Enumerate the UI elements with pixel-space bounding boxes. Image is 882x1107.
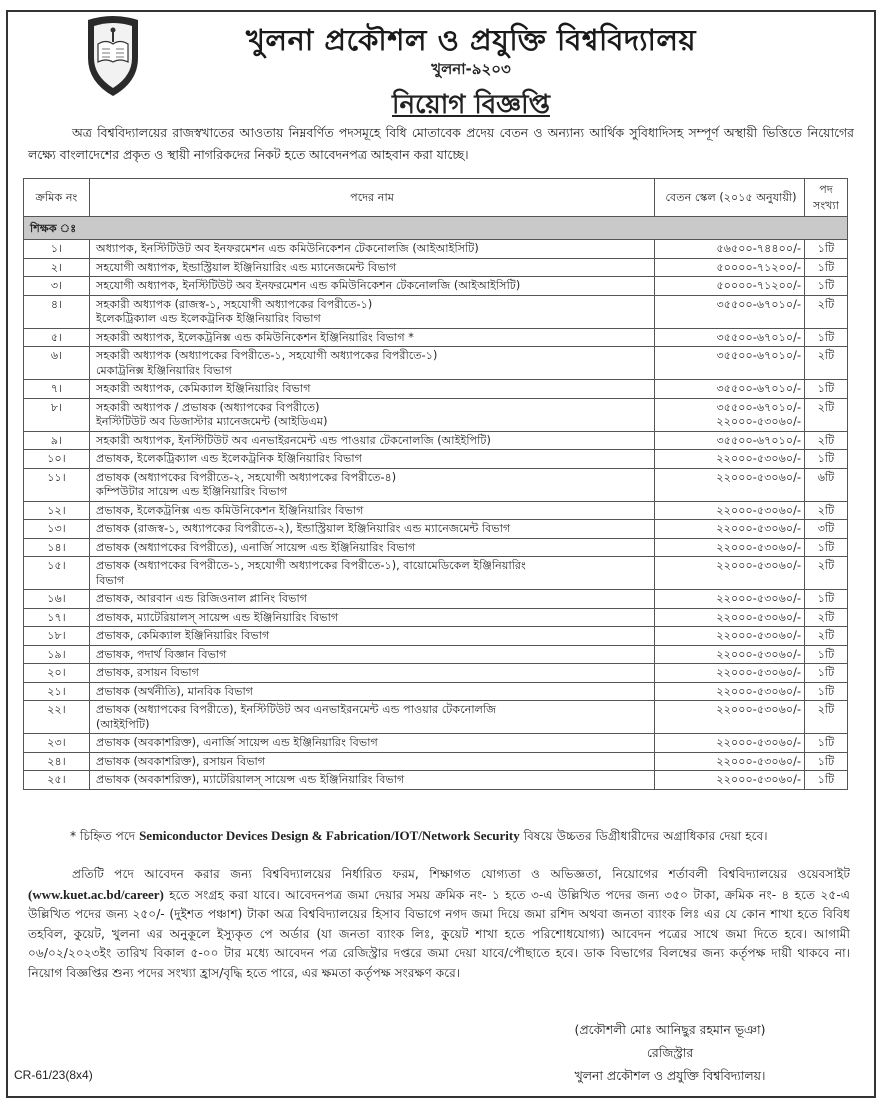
cell-post-count-line: ২টি bbox=[817, 349, 835, 362]
cell-post-count bbox=[805, 398, 848, 431]
cell-post-count bbox=[805, 380, 848, 399]
cell-post-count bbox=[805, 431, 848, 450]
cell-post-name-line: সহকারী অধ্যাপক (অধ্যাপকের বিপরীতে-১, সহযোগী অধ্যাপকের বিপরীতে-১) bbox=[96, 349, 438, 362]
cell-pay-scale-line: ৫০০০০-৭১২০০/- bbox=[716, 279, 801, 292]
cell-post-name-line: সহকারী অধ্যাপক, ইলেকট্রনিক্স এন্ড কমিউনিকেশন ইঞ্জিনিয়ারিং বিভাগ * bbox=[96, 330, 414, 344]
cell-post-count bbox=[805, 258, 848, 277]
cell-post-name-line: প্রভাষক (অবকাশরিক্ত), রসায়ন বিভাগ bbox=[96, 754, 266, 768]
cell-serial bbox=[24, 734, 90, 753]
cell-post-count-line: ২টি bbox=[817, 610, 835, 624]
cell-post-name-line: প্রভাষক (অবকাশরিক্ত), এনার্জি সায়েন্স এন্ড ইঞ্জিনিয়ারিং বিভাগ bbox=[96, 736, 378, 749]
cell-post-name bbox=[90, 240, 655, 259]
cell-post-count-line: ১টি bbox=[817, 647, 835, 661]
table-row bbox=[24, 682, 848, 701]
cell-post-name bbox=[90, 538, 655, 557]
cell-post-name-line: প্রভাষক (অবকাশরিক্ত), ম্যাটেরিয়ালস্ সায়েন্স এন্ড ইঞ্জিনিয়ারিং বিভাগ bbox=[96, 773, 405, 786]
cell-post-count bbox=[805, 468, 848, 501]
cell-serial-line: ১৪। bbox=[47, 540, 66, 554]
cell-pay-scale bbox=[655, 468, 805, 501]
cell-serial bbox=[24, 664, 90, 683]
cell-pay-scale-line: ২২০০০-৫৩০৬০/- bbox=[716, 703, 801, 716]
cell-post-count bbox=[805, 450, 848, 469]
table-row bbox=[24, 664, 848, 683]
table-row bbox=[24, 328, 848, 347]
cell-post-name bbox=[90, 328, 655, 347]
cell-post-count-line: ১টি bbox=[817, 382, 835, 395]
cell-post-name-line: প্রভাষক, কেমিক্যাল ইঞ্জিনিয়ারিং বিভাগ bbox=[96, 629, 270, 642]
cell-pay-scale bbox=[655, 627, 805, 646]
footnote-suffix: বিষয়ে উচ্চতর ডিগ্রীধারীদের অগ্রাধিকার দেয়া হবে। bbox=[519, 829, 768, 843]
cell-pay-scale-line: ২২০০০-৫৩০৬০/- bbox=[716, 773, 801, 786]
cell-post-name bbox=[90, 608, 655, 627]
cell-pay-scale bbox=[655, 520, 805, 539]
cell-serial-line: ২৩। bbox=[47, 736, 66, 749]
cell-serial bbox=[24, 398, 90, 431]
cell-pay-scale-line: ৫০০০০-৭১২০০/- bbox=[716, 260, 801, 274]
table-header-row bbox=[24, 179, 848, 217]
cell-post-count bbox=[805, 701, 848, 734]
cell-post-count bbox=[805, 501, 848, 520]
cell-serial-line: ১৮। bbox=[47, 629, 66, 642]
cell-serial-line: ৭। bbox=[50, 382, 63, 395]
cell-post-name-line: সহযোগী অধ্যাপক, ইন্ডাস্ট্রিয়াল ইঞ্জিনিয়ারিং এন্ড ম্যানেজমেন্ট বিভাগ bbox=[96, 260, 397, 274]
cell-post-name bbox=[90, 627, 655, 646]
cell-post-name-line: প্রভাষক, পদার্থ বিজ্ঞান বিভাগ bbox=[96, 647, 227, 661]
cell-pay-scale bbox=[655, 347, 805, 380]
header-post-count: পদ সংখ্যা bbox=[805, 179, 848, 217]
cell-post-count-line: ২টি bbox=[817, 629, 835, 642]
cell-post-count-line: ১টি bbox=[817, 666, 835, 679]
cell-post-name bbox=[90, 590, 655, 609]
cell-post-count-line: ১টি bbox=[817, 736, 835, 749]
cell-serial bbox=[24, 380, 90, 399]
cell-serial-line: ১২। bbox=[47, 503, 66, 517]
table-row bbox=[24, 752, 848, 771]
cell-post-name-line: কম্পিউটার সায়েন্স এন্ড ইঞ্জিনিয়ারিং বিভাগ bbox=[96, 485, 288, 498]
cell-pay-scale bbox=[655, 590, 805, 609]
cell-post-count bbox=[805, 295, 848, 328]
header-pay-scale: বেতন স্কেল (২০১৫ অনুযায়ী) bbox=[655, 179, 805, 217]
cell-pay-scale-line: ২২০০০-৫৩০৬০/- bbox=[716, 754, 801, 768]
table-row bbox=[24, 380, 848, 399]
cell-post-count-line: ১টি bbox=[817, 452, 835, 465]
cell-post-name bbox=[90, 701, 655, 734]
cell-post-count bbox=[805, 590, 848, 609]
cell-pay-scale-line: ২২০০০-৫৩০৬০/- bbox=[716, 415, 801, 428]
cell-pay-scale-line: ৫৬৫০০-৭৪৪০০/- bbox=[716, 242, 801, 255]
table-row bbox=[24, 258, 848, 277]
cell-serial-line: ১৯। bbox=[47, 647, 66, 661]
cell-post-name-line: প্রভাষক (অধ্যাপকের বিপরীতে-১, সহযোগী অধ্যাপকের বিপরীতে-১), বায়োমেডিকেল ইঞ্জিনিয়ারিং bbox=[96, 559, 526, 572]
cell-pay-scale-line: ২২০০০-৫৩০৬০/- bbox=[716, 736, 801, 749]
cell-serial-line: ১। bbox=[50, 242, 63, 255]
cell-pay-scale bbox=[655, 450, 805, 469]
instructions-part2: হতে সংগ্রহ করা যাবে। আবেদনপত্র জমা দেয়ার সময় ক্রমিক নং- ১ হতে ৩-এ উল্লিখিত পদের জন্য ৩৫০ টাকা, ক্রমিক নং- ৪ হতে ২৫-এ উল্লিখিত পদের জন্য ২৫০/- (দুইশত পঞ্চাশ) টাকা অত্র বিশ্ববিদ্যালয়ের হিসাব বিভাগে নগদ জমা দিয়ে জমা রশিদ অথবা জনতা ব্যাংক লিঃ এর যে কোন শাখা হতে বিবিধ তহবিল, কুয়েট, খুলনা এর অনুকূলে ইস্যুকৃত পে অর্ডার (যা জনতা ব্যাংক লিঃ, কুয়েট শাখা হতে পরিশোধযোগ্য) আবেদন পত্রের সাথে জমা দিতে হবে। আগামী ০৬/০২/২০২৩ইং তারিখ বিকাল ৫-০০ টার মধ্যে আবেদন পত্র রেজিস্ট্রার দপ্তরে জমা দেয়া যাবে/পৌছাতে হবে। ডাক বিভাগের বিলম্বের জন্য কর্তৃপক্ষ দায়ী থাকবে না। নিয়োগ বিজ্ঞপ্তির শুন্য পদের সংখ্যা হ্রাস/বৃদ্ধি হতে পারে, এর ক্ষমতা কর্তৃপক্ষ সংরক্ষণ করে। bbox=[28, 887, 850, 980]
cell-post-count-line: ২টি bbox=[817, 703, 835, 716]
application-instructions bbox=[28, 865, 850, 984]
cell-pay-scale bbox=[655, 398, 805, 431]
cell-post-count-line: ২টি bbox=[817, 433, 835, 447]
cell-pay-scale-line: ৩৫৫০০-৬৭০১০/- bbox=[716, 330, 801, 344]
cell-post-count-line: ১টি bbox=[817, 330, 835, 344]
cell-post-count bbox=[805, 328, 848, 347]
cell-post-count-line: ৩টি bbox=[817, 522, 835, 535]
cell-post-name bbox=[90, 664, 655, 683]
table-row bbox=[24, 557, 848, 590]
cell-serial bbox=[24, 328, 90, 347]
cell-post-count-line: ২টি bbox=[817, 503, 835, 517]
cell-post-count-line: ১টি bbox=[817, 260, 835, 274]
cell-post-name-line: বিভাগ bbox=[96, 573, 125, 587]
cell-pay-scale-line: ২২০০০-৫৩০৬০/- bbox=[716, 684, 801, 698]
intro-paragraph: অত্র বিশ্ববিদ্যালয়ের রাজস্বখাতের আওতায় নিম্নবর্ণিত পদসমূহে বিধি মোতাবেক প্রদেয় বেতন ও অন্যান্য আর্থিক সুবিধাদিসহ সম্পূর্ণ অস্থায়ী ভিত্তিতে নিয়োগের লক্ষ্যে বাংলাদেশের প্রকৃত ও স্থায়ী নাগরিকদের নিকট হতে আবেদনপত্র আহবান করা যাচ্ছে। bbox=[28, 125, 854, 162]
cell-serial bbox=[24, 752, 90, 771]
table-row bbox=[24, 431, 848, 450]
table-row bbox=[24, 520, 848, 539]
cell-serial bbox=[24, 538, 90, 557]
cell-post-count bbox=[805, 240, 848, 259]
cell-post-count bbox=[805, 734, 848, 753]
cell-pay-scale bbox=[655, 501, 805, 520]
cell-post-name bbox=[90, 557, 655, 590]
cell-post-count bbox=[805, 645, 848, 664]
cell-post-name-line: সহকারী অধ্যাপক / প্রভাষক (অধ্যাপকের বিপরীতে) bbox=[96, 400, 320, 414]
cell-serial-line: ৮। bbox=[50, 400, 63, 414]
cell-serial-line: ১৫। bbox=[47, 559, 66, 572]
signature-block bbox=[480, 1018, 860, 1087]
cell-post-name bbox=[90, 450, 655, 469]
cell-serial bbox=[24, 557, 90, 590]
cell-post-name bbox=[90, 734, 655, 753]
cell-post-count bbox=[805, 664, 848, 683]
signatory-institution: খুলনা প্রকৌশল ও প্রযুক্তি বিশ্ববিদ্যালয়। bbox=[574, 1068, 766, 1083]
cell-post-name bbox=[90, 258, 655, 277]
cell-post-count-line: ১টি bbox=[817, 242, 835, 255]
cell-post-count bbox=[805, 627, 848, 646]
footnote-prefix: * চিহ্নিত পদে bbox=[70, 829, 140, 843]
cell-post-count-line: ২টি bbox=[817, 400, 835, 414]
table-row bbox=[24, 240, 848, 259]
cell-serial-line: ২০। bbox=[47, 666, 66, 679]
cell-post-name-line: প্রভাষক (অধ্যাপকের বিপরীতে-২, সহযোগী অধ্যাপকের বিপরীতে-৪) bbox=[96, 470, 397, 484]
institution-title: খুলনা প্রকৌশল ও প্রযুক্তি বিশ্ববিদ্যালয় bbox=[245, 23, 697, 57]
cell-post-name bbox=[90, 398, 655, 431]
cell-pay-scale bbox=[655, 734, 805, 753]
signatory-designation: রেজিস্ট্রার bbox=[646, 1045, 694, 1060]
cell-post-count-line: ১টি bbox=[817, 279, 835, 292]
cell-post-name-line: সহকারী অধ্যাপক, ইনস্টিটিউট অব এনভাইরনমেন্ট এন্ড পাওয়ার টেকনোলজি (আইইপিটি) bbox=[96, 433, 491, 447]
cell-post-count bbox=[805, 557, 848, 590]
table-row bbox=[24, 468, 848, 501]
cell-serial-line: ৪। bbox=[50, 297, 63, 311]
cell-post-name-line: (আইইপিটি) bbox=[96, 717, 150, 731]
cell-serial bbox=[24, 645, 90, 664]
table-row bbox=[24, 771, 848, 790]
cell-post-count-line: ৬টি bbox=[817, 470, 835, 484]
cell-post-name-line: প্রভাষক, ইলেকট্রনিক্স এন্ড কমিউনিকেশন ইঞ্জিনিয়ারিং বিভাগ bbox=[96, 503, 364, 517]
cell-post-name-line: মেকাট্রনিক্স ইঞ্জিনিয়ারিং বিভাগ bbox=[96, 363, 232, 377]
cell-post-name-line: প্রভাষক (অধ্যাপকের বিপরীতে), এনার্জি সায়েন্স এন্ড ইঞ্জিনিয়ারিং বিভাগ bbox=[96, 540, 416, 554]
cell-post-name-line: সহযোগী অধ্যাপক, ইনস্টিটিউট অব ইনফরমেশন এন্ড কমিউনিকেশন টেকনোলজি (আইআইসিটি) bbox=[96, 279, 521, 292]
cell-serial bbox=[24, 277, 90, 296]
cell-post-count bbox=[805, 682, 848, 701]
cell-serial bbox=[24, 501, 90, 520]
cell-serial-line: ৯। bbox=[50, 433, 63, 447]
cell-serial-line: ৫। bbox=[50, 330, 63, 344]
cell-serial-line: ২১। bbox=[47, 684, 66, 698]
cell-serial bbox=[24, 450, 90, 469]
cell-serial bbox=[24, 520, 90, 539]
cell-post-count bbox=[805, 277, 848, 296]
cell-post-name-line: প্রভাষক, রসায়ন বিভাগ bbox=[96, 666, 199, 679]
cell-post-name-line: ইনস্টিটিউট অব ডিজাস্টার ম্যানেজমেন্ট (আইডিএম) bbox=[96, 415, 328, 428]
signatory-name: (প্রকৌশলী মোঃ আনিছুর রহমান ভূঞা) bbox=[574, 1022, 766, 1037]
instructions-part1: প্রতিটি পদে আবেদন করার জন্য বিশ্ববিদ্যালয়ের নির্ধারিত ফরম, শিক্ষাগত যোগ্যতা ও অভিজ্ঞতা, নিয়োগের শর্তাবলী বিশ্ববিদ্যালয়ের ওয়েবসাইট bbox=[72, 867, 850, 881]
cell-post-name bbox=[90, 501, 655, 520]
cell-post-name bbox=[90, 752, 655, 771]
cell-pay-scale bbox=[655, 240, 805, 259]
cell-post-name-line: সহকারী অধ্যাপক, কেমিক্যাল ইঞ্জিনিয়ারিং বিভাগ bbox=[96, 382, 311, 395]
cell-serial-line: ১৬। bbox=[47, 592, 66, 605]
cell-pay-scale bbox=[655, 538, 805, 557]
cell-post-name bbox=[90, 771, 655, 790]
cell-pay-scale bbox=[655, 431, 805, 450]
cell-post-name-line: ইলেকট্রিক্যাল এন্ড ইলেকট্রনিক ইঞ্জিনিয়ারিং বিভাগ bbox=[96, 312, 321, 325]
cell-pay-scale-line: ২২০০০-৫৩০৬০/- bbox=[716, 522, 801, 535]
table-row bbox=[24, 608, 848, 627]
cell-pay-scale bbox=[655, 258, 805, 277]
cell-serial-line: ৩। bbox=[50, 279, 63, 292]
cell-pay-scale bbox=[655, 682, 805, 701]
cell-serial-line: ২৪। bbox=[47, 754, 66, 768]
cell-post-count-line: ১টি bbox=[817, 773, 835, 786]
cell-pay-scale-line: ৩৫৫০০-৬৭০১০/- bbox=[716, 400, 801, 414]
cell-post-name-line: প্রভাষক (রাজস্ব-১, অধ্যাপকের বিপরীতে-২), ইন্ডাস্ট্রিয়াল ইঞ্জিনিয়ারিং এন্ড ম্যানেজমেন্ট বিভাগ bbox=[96, 522, 511, 535]
cell-post-count bbox=[805, 538, 848, 557]
cell-serial-line: ৬। bbox=[50, 349, 63, 362]
cell-post-name-line: প্রভাষক (অধ্যাপকের বিপরীতে), ইনস্টিটিউট অব এনভাইরনমেন্ট এন্ড পাওয়ার টেকনোলজি bbox=[96, 703, 497, 716]
cell-post-count-line: ২টি bbox=[817, 559, 835, 572]
cell-serial bbox=[24, 682, 90, 701]
table-row bbox=[24, 627, 848, 646]
cell-serial-line: ২২। bbox=[47, 703, 66, 716]
cell-post-count bbox=[805, 752, 848, 771]
cell-serial-line: ১৩। bbox=[47, 522, 66, 535]
cell-post-count-line: ১টি bbox=[817, 540, 835, 554]
cell-pay-scale-line: ২২০০০-৫৩০৬০/- bbox=[716, 503, 801, 517]
cell-serial-line: ১৭। bbox=[47, 610, 66, 624]
cell-post-count bbox=[805, 771, 848, 790]
cell-post-name-line: প্রভাষক (অর্থনীতি), মানবিক বিভাগ bbox=[96, 684, 254, 698]
cell-serial bbox=[24, 627, 90, 646]
cell-post-name-line: প্রভাষক, ম্যাটেরিয়ালস্ সায়েন্স এন্ড ইঞ্জিনিয়ারিং বিভাগ bbox=[96, 610, 339, 624]
cell-post-name bbox=[90, 431, 655, 450]
table-row bbox=[24, 701, 848, 734]
cell-pay-scale bbox=[655, 277, 805, 296]
cell-pay-scale-line: ২২০০০-৫৩০৬০/- bbox=[716, 666, 801, 679]
cell-pay-scale bbox=[655, 664, 805, 683]
cell-pay-scale bbox=[655, 771, 805, 790]
cell-pay-scale bbox=[655, 645, 805, 664]
cell-pay-scale bbox=[655, 380, 805, 399]
cell-pay-scale bbox=[655, 328, 805, 347]
cell-pay-scale-line: ৩৫৫০০-৬৭০১০/- bbox=[716, 382, 801, 395]
cell-serial-line: ১০। bbox=[47, 452, 66, 465]
cell-post-name bbox=[90, 520, 655, 539]
cell-serial bbox=[24, 240, 90, 259]
cell-pay-scale-line: ২২০০০-৫৩০৬০/- bbox=[716, 559, 801, 572]
cell-pay-scale bbox=[655, 701, 805, 734]
cell-pay-scale bbox=[655, 295, 805, 328]
cell-post-name bbox=[90, 277, 655, 296]
cell-post-name-line: সহকারী অধ্যাপক (রাজস্ব-১, সহযোগী অধ্যাপকের বিপরীতে-১) bbox=[96, 297, 373, 311]
cell-pay-scale-line: ৩৫৫০০-৬৭০১০/- bbox=[716, 433, 801, 447]
table-row bbox=[24, 645, 848, 664]
cell-post-count bbox=[805, 608, 848, 627]
table-row bbox=[24, 277, 848, 296]
cell-pay-scale-line: ২২০০০-৫৩০৬০/- bbox=[716, 647, 801, 661]
cell-post-name bbox=[90, 682, 655, 701]
cell-post-name bbox=[90, 347, 655, 380]
cell-serial bbox=[24, 295, 90, 328]
cell-serial bbox=[24, 468, 90, 501]
cell-serial bbox=[24, 771, 90, 790]
cell-serial-line: ২৫। bbox=[47, 773, 66, 786]
cell-post-count-line: ১টি bbox=[817, 754, 835, 768]
cell-post-name bbox=[90, 645, 655, 664]
section-row-teachers bbox=[24, 217, 848, 240]
cell-post-count-line: ২টি bbox=[817, 297, 835, 311]
cell-post-name-line: প্রভাষক, ইলেকট্রিক্যাল এন্ড ইলেকট্রনিক ইঞ্জিনিয়ারিং বিভাগ bbox=[96, 452, 362, 465]
cell-serial bbox=[24, 431, 90, 450]
cell-pay-scale-line: ২২০০০-৫৩০৬০/- bbox=[716, 629, 801, 642]
cell-post-name bbox=[90, 295, 655, 328]
cell-pay-scale-line: ২২০০০-৫৩০৬০/- bbox=[716, 592, 801, 605]
cell-post-count-line: ১টি bbox=[817, 684, 835, 698]
table-row bbox=[24, 347, 848, 380]
table-row bbox=[24, 295, 848, 328]
cell-pay-scale-line: ২২০০০-৫৩০৬০/- bbox=[716, 610, 801, 624]
section-label: শিক্ষক ঃ bbox=[24, 217, 848, 240]
table-row bbox=[24, 501, 848, 520]
table-row bbox=[24, 398, 848, 431]
cell-pay-scale bbox=[655, 608, 805, 627]
cell-pay-scale-line: ২২০০০-৫৩০৬০/- bbox=[716, 452, 801, 465]
cell-post-name-line: অধ্যাপক, ইনস্টিটিউট অব ইনফরমেশন এন্ড কমিউনিকেশন টেকনোলজি (আইআইসিটি) bbox=[96, 242, 479, 255]
cell-pay-scale bbox=[655, 557, 805, 590]
table-row bbox=[24, 538, 848, 557]
cell-post-count bbox=[805, 520, 848, 539]
cell-pay-scale-line: ৩৫৫০০-৬৭০১০/- bbox=[716, 349, 801, 362]
header-serial: ক্রমিক নং bbox=[24, 179, 90, 217]
cell-post-count bbox=[805, 347, 848, 380]
footnote-english: Semiconductor Devices Design & Fabrication/IOT/Network Security bbox=[139, 828, 520, 843]
table-row bbox=[24, 590, 848, 609]
cell-serial bbox=[24, 590, 90, 609]
cell-pay-scale bbox=[655, 752, 805, 771]
cell-serial-line: ২। bbox=[50, 260, 63, 274]
cell-serial-line: ১১। bbox=[47, 470, 66, 484]
cell-post-name bbox=[90, 468, 655, 501]
cell-pay-scale-line: ৩৫৫০০-৬৭০১০/- bbox=[716, 297, 801, 311]
notice-title: নিয়োগ বিজ্ঞপ্তি bbox=[392, 90, 550, 120]
table-row bbox=[24, 734, 848, 753]
cell-post-name bbox=[90, 380, 655, 399]
institution-location: খুলনা-৯২০৩ bbox=[431, 60, 511, 78]
cell-serial bbox=[24, 347, 90, 380]
cell-pay-scale-line: ২২০০০-৫৩০৬০/- bbox=[716, 540, 801, 554]
career-website-link[interactable]: (www.kuet.ac.bd/career) bbox=[28, 886, 164, 902]
header-post-name: পদের নাম bbox=[90, 179, 655, 217]
table-row bbox=[24, 450, 848, 469]
posts-table bbox=[23, 178, 848, 790]
cell-pay-scale-line: ২২০০০-৫৩০৬০/- bbox=[716, 470, 801, 484]
cell-post-count-line: ১টি bbox=[817, 592, 835, 605]
ad-code: CR-61/23(8x4) bbox=[14, 1068, 93, 1082]
cell-serial bbox=[24, 701, 90, 734]
cell-serial bbox=[24, 608, 90, 627]
footnote bbox=[70, 826, 850, 846]
cell-post-name-line: প্রভাষক, আরবান এন্ড রিজিওনাল প্লানিং বিভাগ bbox=[96, 592, 308, 605]
cell-serial bbox=[24, 258, 90, 277]
